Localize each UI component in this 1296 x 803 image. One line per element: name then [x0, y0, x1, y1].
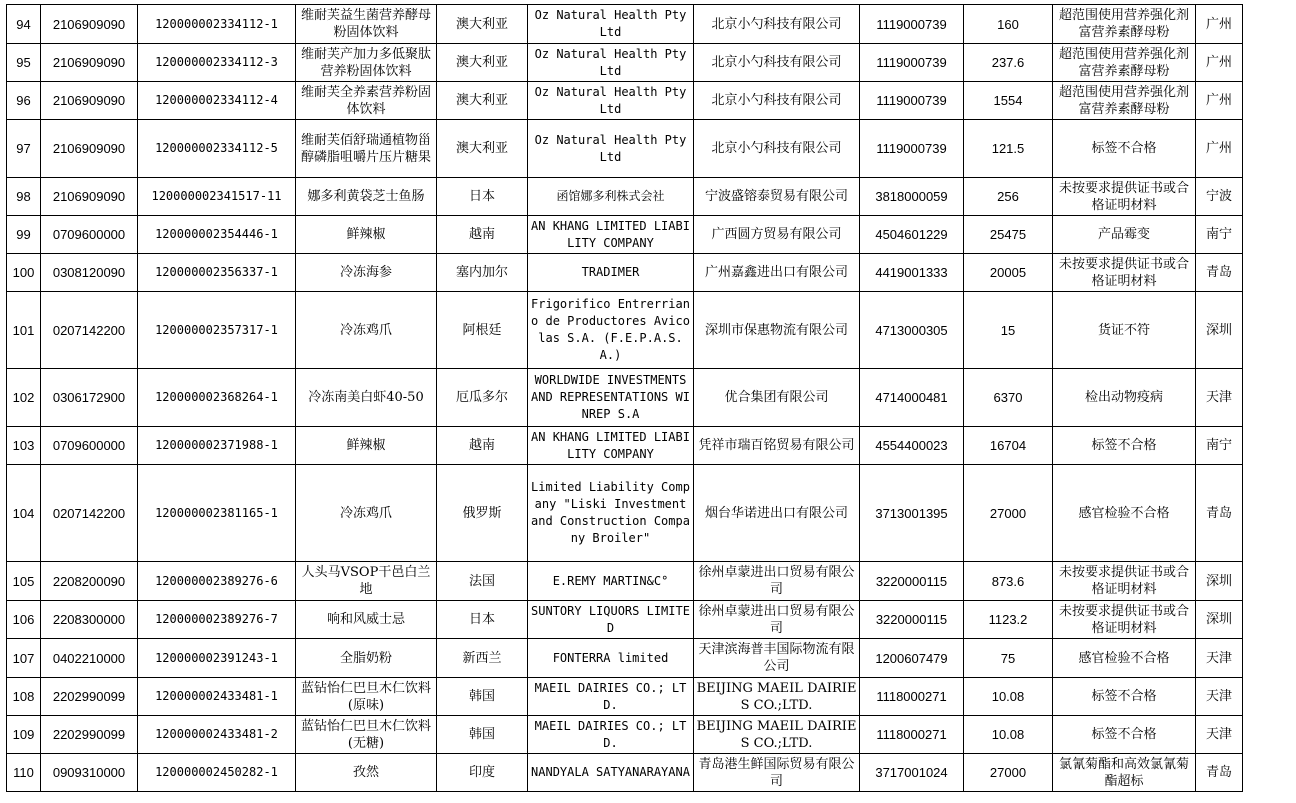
row-number-cell: 96: [7, 82, 41, 120]
hs-code-cell: 0207142200: [41, 292, 138, 369]
weight-cell: 16704: [964, 427, 1053, 465]
product-name-cell: 蓝钻怡仁巴旦木仁饮料(原味): [296, 678, 437, 716]
declaration-number-cell: 120000002389276-7: [138, 601, 296, 639]
declaration-number-cell: 120000002357317-1: [138, 292, 296, 369]
hs-code-cell: 0306172900: [41, 369, 138, 427]
row-number-cell: 104: [7, 465, 41, 562]
origin-country-cell: 韩国: [437, 716, 528, 754]
product-name-cell: 响和风威士忌: [296, 601, 437, 639]
product-name-cell: 娜多利黄袋芝士鱼肠: [296, 178, 437, 216]
row-number-cell: 97: [7, 120, 41, 178]
declaration-number-cell: 120000002433481-2: [138, 716, 296, 754]
origin-country-cell: 澳大利亚: [437, 120, 528, 178]
hs-code-cell: 0308120090: [41, 254, 138, 292]
table-row: [7, 678, 1243, 716]
manufacturer-cell: Frigorifico Entrerriano de Productores Avicolas S.A. (F.E.P.A.S.A.): [528, 292, 694, 369]
manufacturer-cell: NANDYALA SATYANARAYANA: [528, 754, 694, 792]
product-name-cell: 维耐芙全养素营养粉固体饮料: [296, 82, 437, 120]
importer-cell: BEIJING MAEIL DAIRIES CO.;LTD.: [694, 678, 860, 716]
rejection-reason-cell: 标签不合格: [1053, 120, 1196, 178]
manufacturer-cell: MAEIL DAIRIES CO.; LTD.: [528, 678, 694, 716]
hs-code-cell: 2106909090: [41, 120, 138, 178]
importer-code-cell: 3220000115: [860, 562, 964, 601]
port-cell: 宁波: [1196, 178, 1243, 216]
port-cell: 深圳: [1196, 292, 1243, 369]
weight-cell: 237.6: [964, 44, 1053, 82]
port-cell: 青岛: [1196, 754, 1243, 792]
row-number-cell: 95: [7, 44, 41, 82]
hs-code-cell: 2106909090: [41, 5, 138, 44]
row-number-cell: 108: [7, 678, 41, 716]
product-name-cell: 蓝钻怡仁巴旦木仁饮料(无糖): [296, 716, 437, 754]
table-row: [7, 754, 1243, 792]
origin-country-cell: 新西兰: [437, 639, 528, 678]
importer-cell: 烟台华诺进出口有限公司: [694, 465, 860, 562]
origin-country-cell: 越南: [437, 216, 528, 254]
product-name-cell: 全脂奶粉: [296, 639, 437, 678]
product-name-cell: 冷冻鸡爪: [296, 465, 437, 562]
port-cell: 青岛: [1196, 465, 1243, 562]
importer-cell: BEIJING MAEIL DAIRIES CO.;LTD.: [694, 716, 860, 754]
manufacturer-cell: Oz Natural Health Pty Ltd: [528, 44, 694, 82]
hs-code-cell: 0402210000: [41, 639, 138, 678]
weight-cell: 6370: [964, 369, 1053, 427]
product-name-cell: 冷冻海参: [296, 254, 437, 292]
manufacturer-cell: Oz Natural Health Pty Ltd: [528, 120, 694, 178]
importer-code-cell: 3220000115: [860, 601, 964, 639]
hs-code-cell: 0909310000: [41, 754, 138, 792]
importer-cell: 凭祥市瑞百铭贸易有限公司: [694, 427, 860, 465]
weight-cell: 10.08: [964, 716, 1053, 754]
declaration-number-cell: 120000002381165-1: [138, 465, 296, 562]
importer-cell: 北京小勺科技有限公司: [694, 120, 860, 178]
port-cell: 天津: [1196, 639, 1243, 678]
manufacturer-cell: FONTERRA limited: [528, 639, 694, 678]
manufacturer-cell: 函馆娜多利株式会社: [528, 178, 694, 216]
table-row: [7, 369, 1243, 427]
importer-cell: 广西圆方贸易有限公司: [694, 216, 860, 254]
origin-country-cell: 日本: [437, 601, 528, 639]
table-body: [7, 5, 1243, 792]
importer-cell: 北京小勺科技有限公司: [694, 82, 860, 120]
table-row: [7, 716, 1243, 754]
importer-cell: 徐州卓蒙进出口贸易有限公司: [694, 562, 860, 601]
table-row: [7, 292, 1243, 369]
row-number-cell: 109: [7, 716, 41, 754]
rejection-reason-cell: 产品霉变: [1053, 216, 1196, 254]
table-row: [7, 120, 1243, 178]
rejection-reason-cell: 标签不合格: [1053, 716, 1196, 754]
hs-code-cell: 2106909090: [41, 44, 138, 82]
rejection-reason-cell: 感官检验不合格: [1053, 639, 1196, 678]
importer-cell: 徐州卓蒙进出口贸易有限公司: [694, 601, 860, 639]
importer-cell: 北京小勺科技有限公司: [694, 44, 860, 82]
product-name-cell: 维耐芙佰舒瑞通植物甾醇磷脂咀嚼片压片糖果: [296, 120, 437, 178]
rejection-reason-cell: 标签不合格: [1053, 678, 1196, 716]
port-cell: 南宁: [1196, 216, 1243, 254]
manufacturer-cell: MAEIL DAIRIES CO.; LTD.: [528, 716, 694, 754]
hs-code-cell: 0709600000: [41, 216, 138, 254]
rejection-reason-cell: 标签不合格: [1053, 427, 1196, 465]
importer-code-cell: 3717001024: [860, 754, 964, 792]
product-name-cell: 人头马VSOP干邑白兰地: [296, 562, 437, 601]
weight-cell: 27000: [964, 465, 1053, 562]
row-number-cell: 105: [7, 562, 41, 601]
importer-code-cell: 4554400023: [860, 427, 964, 465]
table-row: [7, 44, 1243, 82]
origin-country-cell: 澳大利亚: [437, 5, 528, 44]
origin-country-cell: 日本: [437, 178, 528, 216]
declaration-number-cell: 120000002334112-3: [138, 44, 296, 82]
weight-cell: 160: [964, 5, 1053, 44]
port-cell: 天津: [1196, 716, 1243, 754]
importer-code-cell: 3713001395: [860, 465, 964, 562]
rejection-reason-cell: 未按要求提供证书或合格证明材料: [1053, 601, 1196, 639]
weight-cell: 873.6: [964, 562, 1053, 601]
declaration-number-cell: 120000002341517-11: [138, 178, 296, 216]
importer-cell: 优合集团有限公司: [694, 369, 860, 427]
weight-cell: 20005: [964, 254, 1053, 292]
origin-country-cell: 澳大利亚: [437, 44, 528, 82]
table-row: [7, 254, 1243, 292]
row-number-cell: 98: [7, 178, 41, 216]
row-number-cell: 110: [7, 754, 41, 792]
manufacturer-cell: AN KHANG LIMITED LIABILITY COMPANY: [528, 216, 694, 254]
weight-cell: 75: [964, 639, 1053, 678]
table-row: [7, 427, 1243, 465]
origin-country-cell: 法国: [437, 562, 528, 601]
port-cell: 天津: [1196, 369, 1243, 427]
table-row: [7, 465, 1243, 562]
port-cell: 广州: [1196, 82, 1243, 120]
declaration-number-cell: 120000002389276-6: [138, 562, 296, 601]
hs-code-cell: 2106909090: [41, 82, 138, 120]
declaration-number-cell: 120000002371988-1: [138, 427, 296, 465]
importer-code-cell: 1118000271: [860, 678, 964, 716]
declaration-number-cell: 120000002368264-1: [138, 369, 296, 427]
rejection-reason-cell: 未按要求提供证书或合格证明材料: [1053, 562, 1196, 601]
weight-cell: 27000: [964, 754, 1053, 792]
port-cell: 深圳: [1196, 562, 1243, 601]
product-name-cell: 冷冻南美白虾40-50: [296, 369, 437, 427]
importer-code-cell: 3818000059: [860, 178, 964, 216]
importer-cell: 深圳市保惠物流有限公司: [694, 292, 860, 369]
rejection-reason-cell: 超范围使用营养强化剂富营养素酵母粉: [1053, 82, 1196, 120]
importer-cell: 青岛港生鲜国际贸易有限公司: [694, 754, 860, 792]
row-number-cell: 99: [7, 216, 41, 254]
origin-country-cell: 厄瓜多尔: [437, 369, 528, 427]
weight-cell: 25475: [964, 216, 1053, 254]
hs-code-cell: 2202990099: [41, 716, 138, 754]
weight-cell: 121.5: [964, 120, 1053, 178]
product-name-cell: 维耐芙产加力多低聚肽营养粉固体饮料: [296, 44, 437, 82]
table-row: [7, 601, 1243, 639]
product-name-cell: 孜然: [296, 754, 437, 792]
origin-country-cell: 印度: [437, 754, 528, 792]
row-number-cell: 102: [7, 369, 41, 427]
rejection-reason-cell: 货证不符: [1053, 292, 1196, 369]
declaration-number-cell: 120000002433481-1: [138, 678, 296, 716]
weight-cell: 256: [964, 178, 1053, 216]
product-name-cell: 鲜辣椒: [296, 427, 437, 465]
table-row: [7, 216, 1243, 254]
origin-country-cell: 阿根廷: [437, 292, 528, 369]
rejection-reason-cell: 感官检验不合格: [1053, 465, 1196, 562]
row-number-cell: 107: [7, 639, 41, 678]
importer-cell: 北京小勺科技有限公司: [694, 5, 860, 44]
importer-code-cell: 4504601229: [860, 216, 964, 254]
rejected-imports-table: [6, 4, 1243, 792]
hs-code-cell: 0709600000: [41, 427, 138, 465]
importer-code-cell: 1200607479: [860, 639, 964, 678]
port-cell: 南宁: [1196, 427, 1243, 465]
importer-code-cell: 1118000271: [860, 716, 964, 754]
origin-country-cell: 韩国: [437, 678, 528, 716]
importer-cell: 宁波盛镕泰贸易有限公司: [694, 178, 860, 216]
product-name-cell: 维耐芙益生菌营养酵母粉固体饮料: [296, 5, 437, 44]
declaration-number-cell: 120000002391243-1: [138, 639, 296, 678]
manufacturer-cell: E.REMY MARTIN&C°: [528, 562, 694, 601]
importer-code-cell: 1119000739: [860, 44, 964, 82]
importer-code-cell: 4419001333: [860, 254, 964, 292]
declaration-number-cell: 120000002334112-5: [138, 120, 296, 178]
weight-cell: 1554: [964, 82, 1053, 120]
row-number-cell: 94: [7, 5, 41, 44]
table-row: [7, 5, 1243, 44]
manufacturer-cell: TRADIMER: [528, 254, 694, 292]
product-name-cell: 鲜辣椒: [296, 216, 437, 254]
hs-code-cell: 2208300000: [41, 601, 138, 639]
importer-code-cell: 4714000481: [860, 369, 964, 427]
importer-cell: 广州嘉鑫进出口有限公司: [694, 254, 860, 292]
table-wrapper: [6, 4, 1243, 792]
weight-cell: 1123.2: [964, 601, 1053, 639]
port-cell: 广州: [1196, 44, 1243, 82]
declaration-number-cell: 120000002334112-4: [138, 82, 296, 120]
rejection-reason-cell: 超范围使用营养强化剂富营养素酵母粉: [1053, 44, 1196, 82]
product-name-cell: 冷冻鸡爪: [296, 292, 437, 369]
hs-code-cell: 2208200090: [41, 562, 138, 601]
manufacturer-cell: Oz Natural Health Pty Ltd: [528, 82, 694, 120]
row-number-cell: 106: [7, 601, 41, 639]
manufacturer-cell: WORLDWIDE INVESTMENTS AND REPRESENTATIONS WINREP S.A: [528, 369, 694, 427]
manufacturer-cell: Limited Liability Company "Liski Investment and Construction Company Broiler": [528, 465, 694, 562]
importer-code-cell: 1119000739: [860, 120, 964, 178]
manufacturer-cell: AN KHANG LIMITED LIABILITY COMPANY: [528, 427, 694, 465]
port-cell: 广州: [1196, 5, 1243, 44]
importer-code-cell: 4713000305: [860, 292, 964, 369]
rejection-reason-cell: 氯氰菊酯和高效氯氰菊酯超标: [1053, 754, 1196, 792]
declaration-number-cell: 120000002334112-1: [138, 5, 296, 44]
table-row: [7, 82, 1243, 120]
port-cell: 深圳: [1196, 601, 1243, 639]
port-cell: 广州: [1196, 120, 1243, 178]
origin-country-cell: 俄罗斯: [437, 465, 528, 562]
manufacturer-cell: Oz Natural Health Pty Ltd: [528, 5, 694, 44]
manufacturer-cell: SUNTORY LIQUORS LIMITED: [528, 601, 694, 639]
table-row: [7, 562, 1243, 601]
hs-code-cell: 2106909090: [41, 178, 138, 216]
origin-country-cell: 澳大利亚: [437, 82, 528, 120]
port-cell: 天津: [1196, 678, 1243, 716]
table-row: [7, 639, 1243, 678]
rejection-reason-cell: 未按要求提供证书或合格证明材料: [1053, 254, 1196, 292]
declaration-number-cell: 120000002354446-1: [138, 216, 296, 254]
row-number-cell: 101: [7, 292, 41, 369]
importer-cell: 天津滨海普丰国际物流有限公司: [694, 639, 860, 678]
rejection-reason-cell: 超范围使用营养强化剂富营养素酵母粉: [1053, 5, 1196, 44]
port-cell: 青岛: [1196, 254, 1243, 292]
declaration-number-cell: 120000002356337-1: [138, 254, 296, 292]
rejection-reason-cell: 未按要求提供证书或合格证明材料: [1053, 178, 1196, 216]
origin-country-cell: 塞内加尔: [437, 254, 528, 292]
weight-cell: 10.08: [964, 678, 1053, 716]
importer-code-cell: 1119000739: [860, 5, 964, 44]
declaration-number-cell: 120000002450282-1: [138, 754, 296, 792]
importer-code-cell: 1119000739: [860, 82, 964, 120]
row-number-cell: 103: [7, 427, 41, 465]
hs-code-cell: 0207142200: [41, 465, 138, 562]
weight-cell: 15: [964, 292, 1053, 369]
table-row: [7, 178, 1243, 216]
origin-country-cell: 越南: [437, 427, 528, 465]
row-number-cell: 100: [7, 254, 41, 292]
hs-code-cell: 2202990099: [41, 678, 138, 716]
rejection-reason-cell: 检出动物疫病: [1053, 369, 1196, 427]
